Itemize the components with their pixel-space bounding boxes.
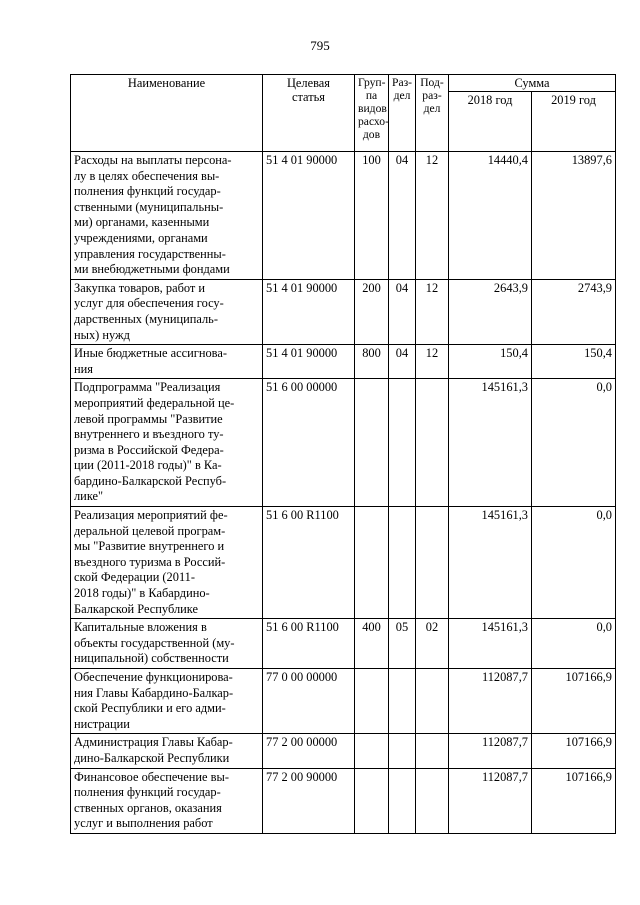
podrazdel-code: [416, 507, 449, 619]
row-name: Финансовое обеспечение вы- полнения функций государ- ственных органов, оказания услуг и выполнения работ: [71, 768, 263, 833]
target-code: 51 4 01 90000: [263, 279, 355, 344]
razdel-code: [389, 379, 416, 507]
target-code: 51 4 01 90000: [263, 152, 355, 280]
row-name: Иные бюджетные ассигнова- ния: [71, 345, 263, 379]
amount-2018: 14440,4: [449, 152, 532, 280]
table-row: [71, 669, 616, 734]
header-podrazdel: Под- раз- дел: [416, 75, 449, 152]
group-code: 200: [355, 279, 389, 344]
razdel-code: [389, 669, 416, 734]
row-name: Администрация Главы Кабар- дино-Балкарской Республики: [71, 734, 263, 768]
amount-2018: 150,4: [449, 345, 532, 379]
table-row: [71, 734, 616, 768]
table-row: [71, 379, 616, 507]
header-name: Наименование: [71, 75, 263, 152]
amount-2018: 112087,7: [449, 734, 532, 768]
amount-2019: 107166,9: [532, 669, 616, 734]
group-code: [355, 669, 389, 734]
row-name: Закупка товаров, работ и услуг для обеспечения госу- дарственных (муниципаль- ных) нужд: [71, 279, 263, 344]
budget-table: [70, 74, 616, 834]
header-year-2019: 2019 год: [532, 92, 616, 152]
amount-2018: 145161,3: [449, 507, 532, 619]
target-code: 77 2 00 90000: [263, 768, 355, 833]
target-code: 51 4 01 90000: [263, 345, 355, 379]
table-body: [71, 152, 616, 834]
group-code: 800: [355, 345, 389, 379]
amount-2019: 0,0: [532, 379, 616, 507]
group-code: 400: [355, 619, 389, 669]
amount-2019: 107166,9: [532, 768, 616, 833]
group-code: 100: [355, 152, 389, 280]
amount-2018: 145161,3: [449, 379, 532, 507]
podrazdel-code: 12: [416, 345, 449, 379]
group-code: [355, 379, 389, 507]
group-code: [355, 768, 389, 833]
razdel-code: [389, 507, 416, 619]
amount-2019: 13897,6: [532, 152, 616, 280]
amount-2019: 107166,9: [532, 734, 616, 768]
header-razdel: Раз- дел: [389, 75, 416, 152]
razdel-code: 04: [389, 152, 416, 280]
row-name: Капитальные вложения в объекты государственной (му- ниципальной) собственности: [71, 619, 263, 669]
target-code: 77 2 00 00000: [263, 734, 355, 768]
target-code: 51 6 00 R1100: [263, 619, 355, 669]
row-name: Подпрограмма "Реализация мероприятий федеральной це- левой программы "Развитие внутреннего и въездного ту- ризма в Российской Федера- ции (2011-2018 годы)" в Ка- бардино-Балкарской Респуб- лике": [71, 379, 263, 507]
group-code: [355, 507, 389, 619]
group-code: [355, 734, 389, 768]
table-row: [71, 507, 616, 619]
podrazdel-code: 12: [416, 152, 449, 280]
razdel-code: 04: [389, 345, 416, 379]
podrazdel-code: [416, 669, 449, 734]
amount-2018: 145161,3: [449, 619, 532, 669]
amount-2019: 150,4: [532, 345, 616, 379]
target-code: 51 6 00 00000: [263, 379, 355, 507]
razdel-code: [389, 734, 416, 768]
row-name: Обеспечение функционирова- ния Главы Кабардино-Балкар- ской Республики и его адми- нистрации: [71, 669, 263, 734]
podrazdel-code: 02: [416, 619, 449, 669]
table-row: [71, 152, 616, 280]
page-number: 795: [310, 38, 330, 53]
header-group: Груп- па видов расхо- дов: [355, 75, 389, 152]
podrazdel-code: [416, 379, 449, 507]
podrazdel-code: [416, 734, 449, 768]
amount-2019: 0,0: [532, 619, 616, 669]
target-code: 51 6 00 R1100: [263, 507, 355, 619]
table-header: [71, 75, 616, 152]
amount-2018: 112087,7: [449, 669, 532, 734]
table-row: [71, 345, 616, 379]
header-year-2018: 2018 год: [449, 92, 532, 152]
target-code: 77 0 00 00000: [263, 669, 355, 734]
amount-2018: 2643,9: [449, 279, 532, 344]
razdel-code: 04: [389, 279, 416, 344]
podrazdel-code: 12: [416, 279, 449, 344]
table-row: [71, 279, 616, 344]
amount-2018: 112087,7: [449, 768, 532, 833]
table-row: [71, 768, 616, 833]
amount-2019: 2743,9: [532, 279, 616, 344]
header-target: Целевая статья: [263, 75, 355, 152]
razdel-code: [389, 768, 416, 833]
podrazdel-code: [416, 768, 449, 833]
razdel-code: 05: [389, 619, 416, 669]
table-row: [71, 619, 616, 669]
row-name: Расходы на выплаты персона- лу в целях обеспечения вы- полнения функций государ- ственными (муниципальны- ми) органами, казенными учреждениями, органами управления государственны- ми внебюджетными фондами: [71, 152, 263, 280]
amount-2019: 0,0: [532, 507, 616, 619]
row-name: Реализация мероприятий фе- деральной целевой програм- мы "Развитие внутреннего и въездного туризма в Россий- ской Федерации (2011- 2018 годы)" в Кабардино- Балкарской Республике: [71, 507, 263, 619]
header-summa: Сумма: [449, 75, 616, 92]
